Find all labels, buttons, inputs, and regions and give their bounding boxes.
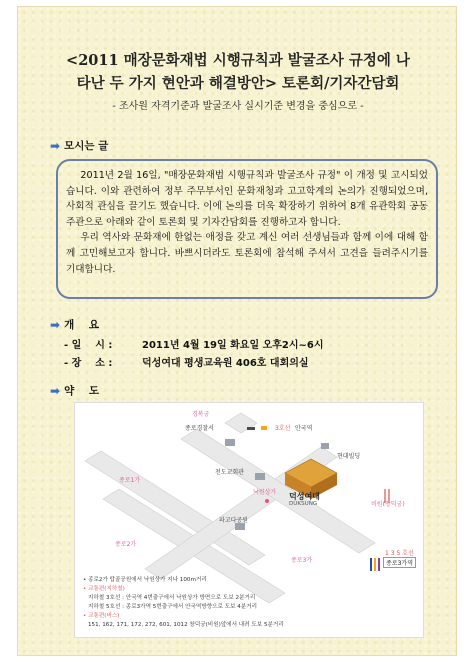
map-label-biwon: 비원(창덕궁) — [371, 501, 405, 508]
map-heading — [50, 383, 99, 398]
building-cheondogyo — [255, 473, 265, 480]
overview-heading-label: 개 요 — [64, 319, 99, 331]
invite-heading — [50, 138, 108, 153]
date-row — [64, 337, 324, 355]
subtitle: - 조사원 자격기준과 발굴조사 실시기준 변경을 중심으로 - — [112, 101, 364, 112]
note-3: 지하철 5호선 : 종로3가역 5번출구에서 안국역방향으로 도보 4분거리 — [88, 604, 258, 610]
note-0: • 종로2가 탑골공원에서 낙원상가 지나 100m거리 — [83, 577, 207, 583]
map-label-lines: 1 3 5 호선 — [385, 550, 414, 557]
map-label-line3: 3호선 — [275, 425, 291, 432]
map-label-anguk: 안국역 — [295, 425, 313, 432]
map-label-duksung-en: DUKSUNG — [289, 501, 318, 507]
title-line-2: 타난 두 가지 현안과 해결방안> 토론회/기자간담회 — [76, 75, 400, 92]
building-pagoda — [235, 523, 245, 530]
place-value: 덕성여대 평생교육원 406호 대회의실 — [142, 358, 309, 369]
invite-box — [56, 159, 438, 299]
note-5: 151, 162, 171, 172, 272, 601, 1012 창덕궁(비원)앞에서 내려 도보 5분거리 — [88, 622, 284, 628]
subway-line3-marker — [261, 426, 267, 430]
map-label-jongno2: 종로2가 — [115, 541, 137, 548]
invitation-document — [17, 6, 457, 656]
map-label-pagoda: 파고다공원 — [219, 517, 248, 524]
note-2: 지하철 3호선 : 안국역 4번출구에서 낙원상가 방면으로 도보 2분거리 — [88, 595, 256, 601]
map-label-nakwon: 낙원상가 — [253, 489, 277, 496]
place-row — [64, 355, 324, 373]
map-label-gyeongbokgung: 경복궁 — [192, 411, 210, 418]
map-label-jongno3: 종로3가 — [291, 557, 313, 564]
arrow-right-icon: ➡ — [50, 138, 61, 153]
overview-list — [64, 337, 324, 373]
note-4: • 교통편(버스) — [83, 613, 120, 619]
title-line-1: <2011 매장문화재법 시행규칙과 발굴조사 규정에 나 — [66, 52, 410, 69]
map-notes — [83, 576, 284, 630]
date-label: - 일 시 : — [64, 340, 113, 351]
overview-heading — [50, 317, 99, 332]
date-value: 2011년 4월 19일 화요일 오후2시~6시 — [142, 340, 324, 351]
invite-paragraph-1: 2011년 2월 16일, "매장문화재법 시행규칙과 발굴조사 규정" 이 개정 및 고시되었습니다. 이와 관련하여 정부 주무부서인 문화재청과 고고학계의 논의가 진행되었으며, 사회적 관심을 끌기도 했습니다. 이에 논의를 더욱 확장하기 위하여 8개 유관학회 공동주관으로 아래와 같이 토론회 및 기자간담회를 진행하고자 합니다. — [66, 170, 428, 228]
map-label-cheondogyo: 천도교회관 — [215, 469, 244, 476]
building-hyundai — [321, 443, 329, 449]
map-heading-label: 약 도 — [64, 385, 99, 397]
map-label-jongno-police: 종로경찰서 — [185, 425, 214, 432]
map-label-hyundai: 현대빌딩 — [337, 453, 361, 460]
arrow-right-icon: ➡ — [50, 317, 61, 332]
place-label: - 장 소 : — [64, 358, 113, 369]
map-label-jongno1: 종로1가 — [119, 477, 141, 484]
building-police — [225, 439, 235, 446]
arrow-right-icon: ➡ — [50, 383, 61, 398]
map-label-duksung-kr: 덕성여대 — [289, 492, 320, 501]
note-1: • 교통편(지하철) — [83, 586, 125, 592]
invite-heading-label: 모시는 글 — [64, 140, 109, 152]
map-label-jongno3-station: 종로3가역 — [383, 557, 416, 568]
location-map — [74, 402, 424, 638]
invite-paragraph-2: 우리 역사와 문화재에 한없는 애정을 갖고 계신 여러 선생님들과 함께 이에 대해 함께 고민해보고자 합니다. 바쁘시더라도 토론회에 참석해 주셔서 고견을 들려주시기를 기대합니다. — [66, 232, 428, 275]
